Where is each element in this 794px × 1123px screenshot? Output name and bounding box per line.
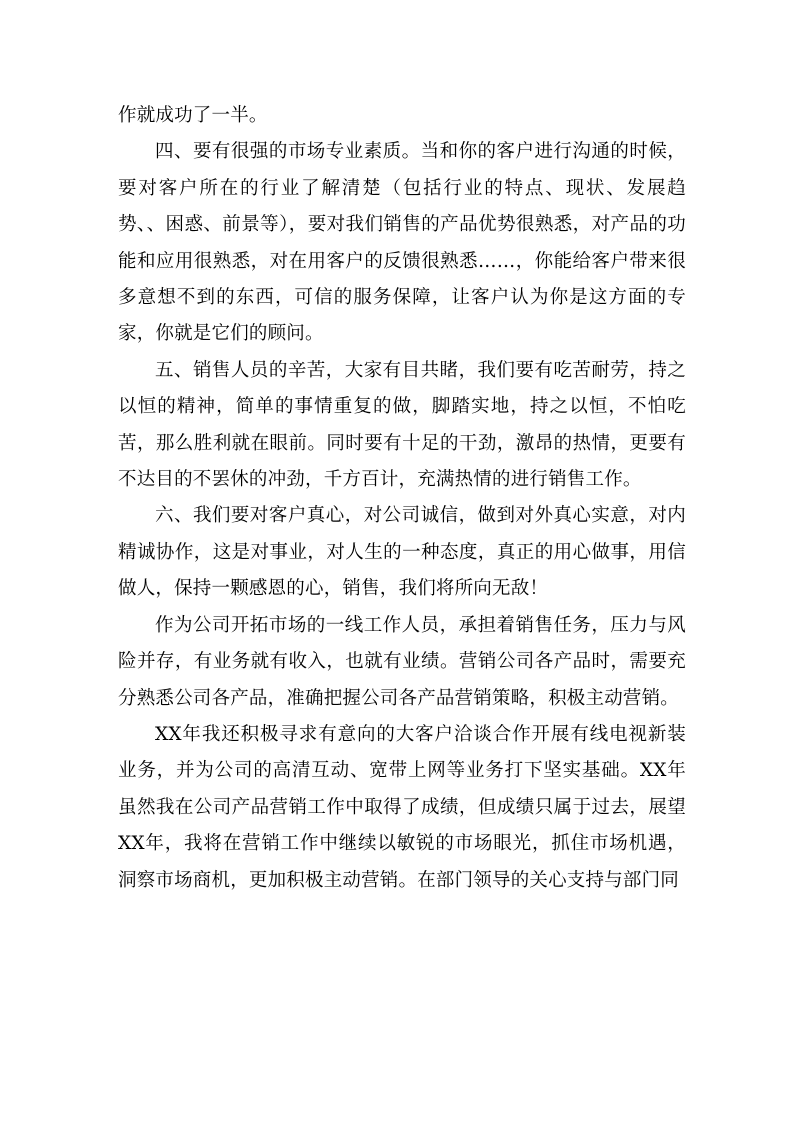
paragraph-continuation: 作就成功了一半。 — [118, 105, 268, 126]
paragraph-sincerity: 六、我们要对客户真心，对公司诚信，做到对外真心实意，对内精诚协作，这是对事业，对人生的一种态度，真正的用心做事，用信做人，保持一颗感恩的心，销售，我们将所向无敌！ — [118, 505, 686, 600]
paragraph-market-expertise: 四、要有很强的市场专业素质。当和你的客户进行沟通的时候，要对客户所在的行业了解清楚（包括行业的特点、现状、发展趋势、、困惑、前景等），要对我们销售的产品优势很熟悉，对产品的功能和应用很熟悉，对在用客户的反馈很熟悉……，你能给客户带来很多意想不到的东西，可信的服务保障，让客户认为你是这方面的专家，你就是它们的顾问。 — [118, 141, 686, 345]
paragraph-frontline-role: 作为公司开拓市场的一线工作人员，承担着销售任务，压力与风险并存，有业务就有收入，也就有业绩。营销公司各产品时，需要充分熟悉公司各产品，准确把握公司各产品营销策略，积极主动营销。 — [118, 614, 686, 709]
paragraph-hard-work: 五、销售人员的辛苦，大家有目共睹，我们要有吃苦耐劳，持之以恒的精神，简单的事情重复的做，脚踏实地，持之以恒，不怕吃苦，那么胜利就在眼前。同时要有十足的干劲，激昂的热情，更要有不达目的不罢休的冲劲，千方百计，充满热情的进行销售工作。 — [118, 359, 686, 491]
paragraph-annual-review: XX年我还积极寻求有意向的大客户洽谈合作开展有线电视新装业务，并为公司的高清互动、宽带上网等业务打下坚实基础。XX年虽然我在公司产品营销工作中取得了成绩，但成绩只属于过去，展望XX年，我将在营销工作中继续以敏锐的市场眼光，抓住市场机遇，洞察市场商机，更加积极主动营销。在部门领导的关心支持与部门同 — [118, 723, 686, 891]
document-body — [118, 98, 686, 899]
